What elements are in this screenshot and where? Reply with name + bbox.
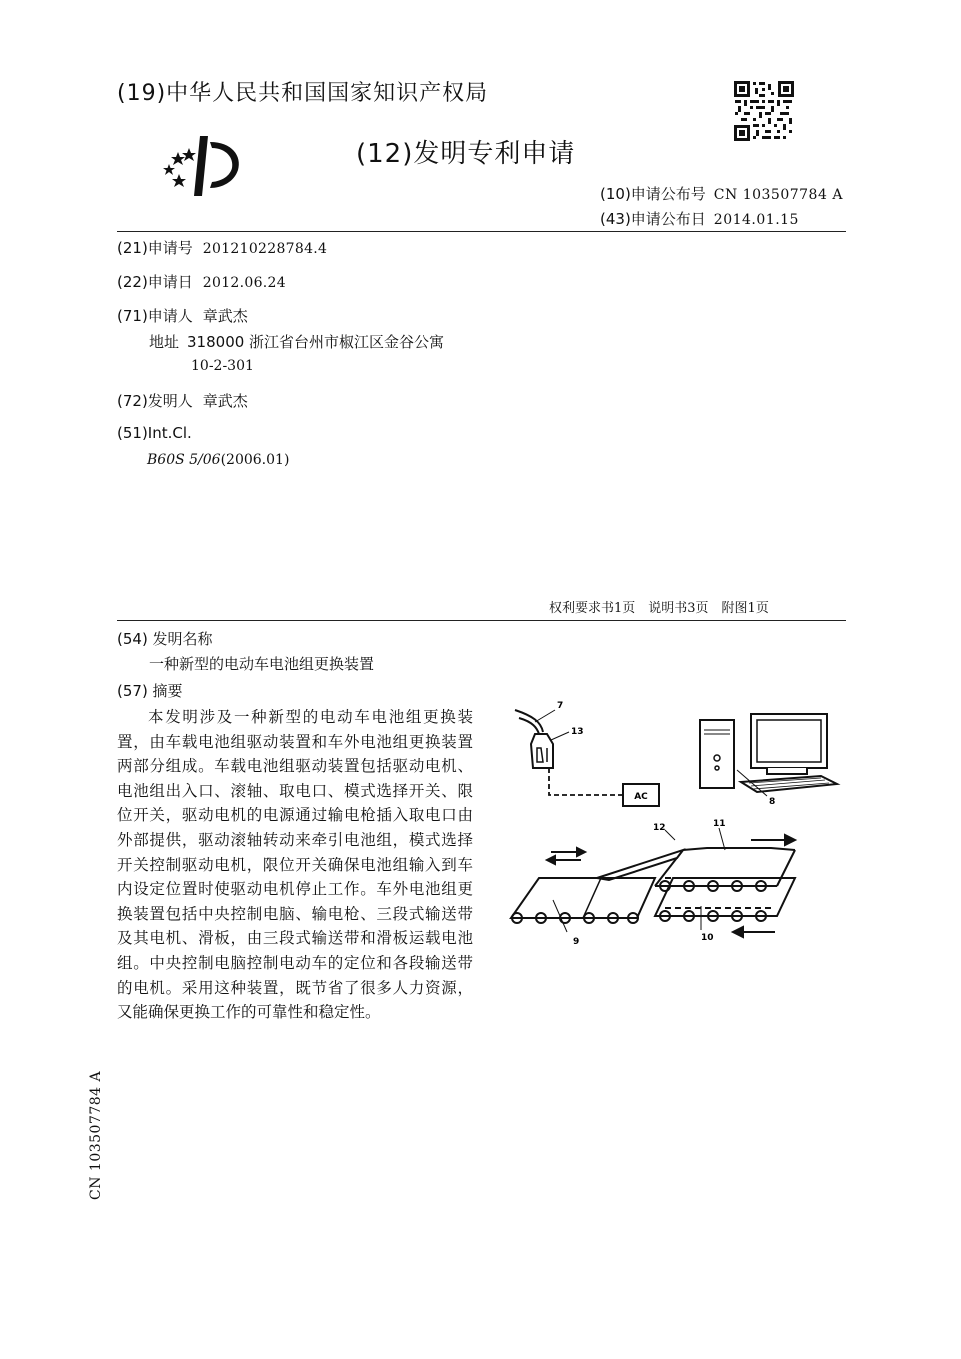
label-9: 9	[573, 937, 580, 947]
computer-icon	[700, 714, 837, 792]
label-8: 8	[769, 797, 776, 807]
pub-no-label: (10)申请公布号	[600, 185, 706, 203]
address-label: 地址	[149, 333, 180, 351]
side-publication-number: CN 103507784 A	[88, 1070, 104, 1200]
pub-no-value: CN 103507784 A	[713, 187, 843, 203]
pages-info: 权利要求书1页 说明书3页 附图1页	[549, 601, 769, 616]
qr-code-icon	[733, 80, 795, 142]
applicant	[117, 305, 248, 326]
address-line1: 318000 浙江省台州市椒江区金谷公寓	[187, 333, 445, 351]
applicant-value: 章武杰	[202, 307, 248, 325]
application-date	[117, 271, 286, 292]
inventor	[117, 390, 248, 411]
pub-date-value: 2014.01.15	[713, 212, 799, 228]
label-7: 7	[557, 701, 564, 711]
inventor-label: (72)发明人	[117, 392, 193, 410]
intcl-class-value: B60S 5/06	[147, 452, 221, 468]
document-type: (12)发明专利申请	[356, 139, 576, 169]
abstract-text: 本发明涉及一种新型的电动车电池组更换装置，由车载电池组驱动装置和车外电池组更换装置两部分组成。车载电池组驱动装置包括驱动电机、电池组出入口、滚轴、取电口、模式选择开关、限位开关，驱动电机的电源通过输电枪插入取电口由外部提供，驱动滚轴转动来牵引电池组，模式选择开关控制驱动电机，限位开关确保电池组输入到车内设定位置时使驱动电机停止工作。车外电池组更换装置包括中央控制电脑、输电枪、三段式输送带及其电机、滑板，由三段式输送带和滑板运载电池组。中央控制电脑控制电动车的定位和各段输送带的电机。采用这种装置，既节省了很多人力资源，又能确保更换工作的可靠性和稳定性。	[117, 708, 473, 1022]
pages-divider	[117, 620, 846, 621]
address	[149, 331, 444, 352]
address-line2-value: 10-2-301	[191, 358, 254, 374]
conveyor-lower	[655, 878, 795, 921]
header-divider	[117, 231, 846, 232]
app-no-value: 201210228784.4	[202, 241, 328, 257]
cnipa-logo-icon	[158, 130, 246, 200]
publication-date	[600, 208, 799, 229]
intcl-version-value: (2006.01)	[220, 452, 290, 468]
app-date-label: (22)申请日	[117, 273, 193, 291]
power-cable-line	[549, 768, 623, 795]
conveyor-left	[511, 878, 655, 923]
label-11: 11	[713, 819, 726, 829]
label-12: 12	[653, 823, 666, 833]
application-number	[117, 237, 327, 258]
invention-title: 一种新型的电动车电池组更换装置	[149, 655, 375, 673]
applicant-label: (71)申请人	[117, 307, 193, 325]
int-cl	[117, 424, 192, 442]
label-10: 10	[701, 933, 714, 943]
intcl-label: (51)Int.Cl.	[117, 424, 192, 442]
inventor-value: 章武杰	[202, 392, 248, 410]
label-13: 13	[571, 727, 584, 737]
charging-gun-icon	[515, 710, 553, 768]
publication-number	[600, 183, 843, 204]
office-heading: (19)中华人民共和国国家知识产权局	[117, 81, 489, 106]
abstract-drawing	[505, 700, 845, 950]
app-date-value: 2012.06.24	[202, 275, 286, 291]
address-line2	[191, 356, 254, 374]
abstract-label: (57) 摘要	[117, 682, 183, 700]
pub-date-label: (43)申请公布日	[600, 210, 706, 228]
label-ac: AC	[634, 792, 648, 802]
title-label: (54) 发明名称	[117, 630, 213, 648]
int-cl-class	[147, 450, 289, 468]
app-no-label: (21)申请号	[117, 239, 193, 257]
